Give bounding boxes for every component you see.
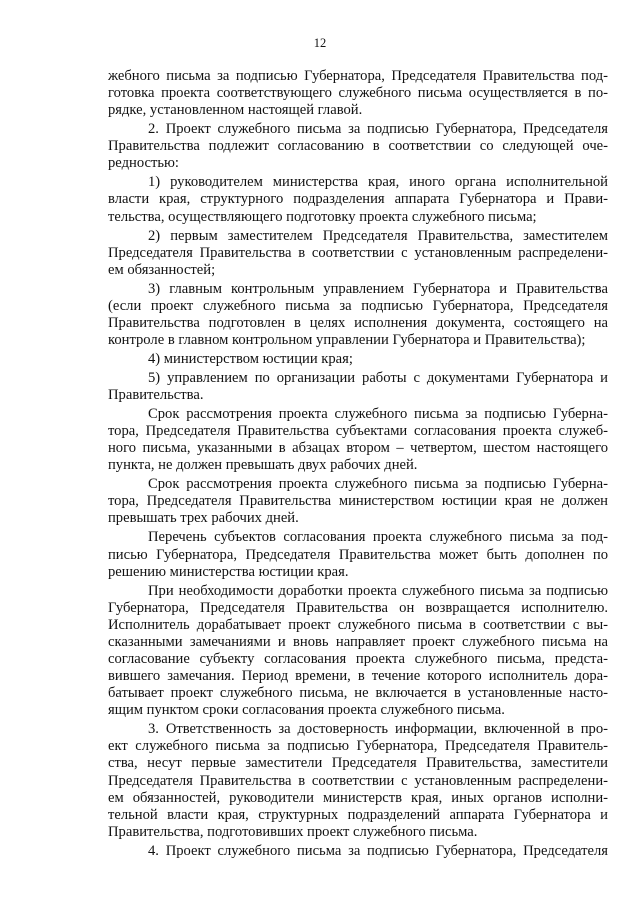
paragraph xyxy=(108,583,608,720)
text-line: 3) главным контрольным управлением Губернатора и Правительства xyxy=(148,280,608,297)
text-line: Правительства подготовлен в целях исполнения документа, состоящего на xyxy=(108,314,608,331)
text-line: тельной власти края, структурных подразделений аппарата Губернатора и xyxy=(108,806,608,823)
text-line: 5) управлением по организации работы с документами Губернатора и xyxy=(148,369,608,386)
text-line: При необходимости доработки проекта служебного письма за подписью xyxy=(148,582,608,599)
text-line: батывает проект служебного письма, не включается в установленные насто- xyxy=(108,685,608,702)
paragraph xyxy=(108,121,608,172)
text-line: тельства, осуществляющего подготовку проекта служебного письма; xyxy=(108,208,537,225)
text-line: ем обязанностей, руководители министерств края, иных органов исполни- xyxy=(108,789,608,806)
paragraph xyxy=(108,721,608,841)
text-line: 2) первым заместителем Председателя Правительства, заместителем xyxy=(148,227,608,244)
text-line: Срок рассмотрения проекта служебного письма за подписью Губерна- xyxy=(148,476,608,493)
text-line: тора, Председателя Правительства министерством юстиции края не должен xyxy=(108,493,608,510)
paragraph xyxy=(108,281,608,349)
text-line: пункта, не должен превышать двух рабочих дней. xyxy=(108,457,418,474)
text-line: Исполнитель дорабатывает проект служебного письма в соответствии с вы- xyxy=(108,616,608,633)
text-line: 4) министерством юстиции края; xyxy=(148,350,353,367)
text-line: решению министерства юстиции края. xyxy=(108,563,349,580)
text-line: ящим пунктом сроки согласования проекта служебного письма. xyxy=(108,702,505,719)
text-line: тора, Председателя Правительства субъектами согласования проекта служеб- xyxy=(108,423,608,440)
text-line: 4. Проект служебного письма за подписью Губернатора, Председателя xyxy=(148,842,608,859)
paragraph xyxy=(108,529,608,580)
text-line: Председателя Правительства в соответствии с установленным распределени- xyxy=(108,772,608,789)
text-line: власти края, структурного подразделения аппарата Губернатора и Прави- xyxy=(108,191,608,208)
text-line: редностью: xyxy=(108,155,179,172)
text-line: Правительства, подготовивших проект служебного письма. xyxy=(108,823,478,840)
paragraph xyxy=(108,174,608,225)
text-line: вившего замечания. Период времени, в течение которого исполнитель дора- xyxy=(108,668,608,685)
text-line: контроле в главном контрольном управлении Губернатора и Правительства); xyxy=(108,331,586,348)
text-line: (если проект служебного письма за подписью Губернатора, Председателя xyxy=(108,297,608,314)
text-line: 2. Проект служебного письма за подписью Губернатора, Председателя xyxy=(148,121,608,138)
text-line: писью Губернатора, Председателя Правительства может быть дополнен по xyxy=(108,546,608,563)
paragraph xyxy=(108,370,608,404)
text-line: Председателя Правительства в соответствии с установленным распределени- xyxy=(108,244,608,261)
text-line: сказанными замечаниями и вновь направляет проект служебного письма на xyxy=(108,633,608,650)
text-line: Перечень субъектов согласования проекта служебного письма за под- xyxy=(148,529,608,546)
paragraph xyxy=(108,406,608,474)
paragraph xyxy=(108,476,608,527)
text-line: ства, несут первые заместители Председателя Правительства, заместители xyxy=(108,755,608,772)
text-line: превышать трех рабочих дней. xyxy=(108,510,299,527)
paragraph xyxy=(108,351,608,368)
text-line: согласование субъекту согласования проекта служебного письма, предста- xyxy=(108,651,608,667)
text-line: 3. Ответственность за достоверность информации, включенной в про- xyxy=(148,721,608,738)
text-line: ем обязанностей; xyxy=(108,261,216,278)
text-line: Правительства подлежит согласованию в соответствии со следующей оче- xyxy=(108,138,608,155)
text-line: рядке, установленном настоящей главой. xyxy=(108,102,363,119)
text-line: готовка проекта соответствующего служебного письма осуществляется в по- xyxy=(108,85,608,102)
paragraph xyxy=(108,843,608,860)
text-line: Срок рассмотрения проекта служебного письма за подписью Губерна- xyxy=(148,406,608,423)
text-line: жебного письма за подписью Губернатора, Председателя Правительства под- xyxy=(108,68,608,84)
text-line: ект служебного письма за подписью Губернатора, Председателя Правитель- xyxy=(108,738,608,755)
text-line: 1) руководителем министерства края, иного органа исполнительной xyxy=(148,174,608,191)
document-body xyxy=(108,68,608,862)
text-line: Губернатора, Председателя Правительства он возвращается исполнителю. xyxy=(108,599,608,616)
text-line: Правительства. xyxy=(108,387,204,404)
paragraph xyxy=(108,228,608,279)
paragraph xyxy=(108,68,608,119)
page-number: 12 xyxy=(313,36,327,50)
text-line: ного письма, указанными в абзацах втором – четвертом, шестом настоящего xyxy=(108,440,608,457)
